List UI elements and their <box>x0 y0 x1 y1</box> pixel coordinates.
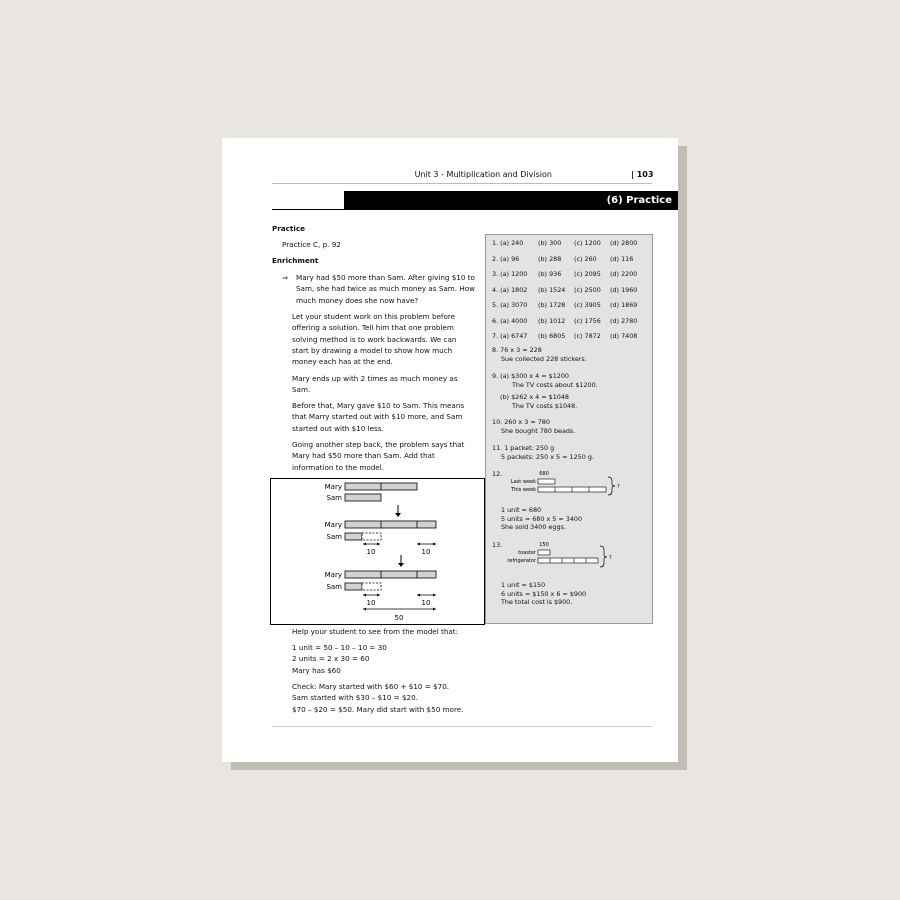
answer-8: 8. 76 x 3 = 228 Sue collected 228 stickers. <box>492 346 587 363</box>
paragraph-before-that: Before that, Mary gave $10 to Sam. This means that Marry started out with $10 more, and Sam started out with $10 less. <box>292 401 465 433</box>
check-text: Check: Mary started with $60 + $10 = $70. Sam started with $30 – $10 = $20. $70 – $20 = $50. Mary did start with $50 more. <box>292 682 464 714</box>
answer-9a: 9. (a) $300 x 4 = $1200 The TV costs about $1200. <box>492 372 598 389</box>
ten-label-2a: 10 <box>366 548 376 556</box>
answer-13-model <box>486 538 652 568</box>
practice-reference: Practice C, p. 92 <box>282 240 341 249</box>
a13-value: 150 <box>539 542 549 548</box>
bar-model-diagram <box>271 479 484 624</box>
label-sam-3: Sam <box>326 583 342 591</box>
answer-13-number: 13. <box>492 541 503 549</box>
ten-label-3a: 10 <box>366 599 376 607</box>
paragraph-step-back: Going another step back, the problem says that Mary had $50 more than Sam. Add that information to the model. <box>292 440 465 472</box>
a13-question: ? <box>609 555 612 561</box>
section-banner: (6) Practice <box>344 191 678 210</box>
fifty-label: 50 <box>394 614 404 622</box>
answer-12-model <box>486 467 652 497</box>
ten-label-2b: 10 <box>421 548 431 556</box>
a12-question: ? <box>617 484 620 490</box>
enrichment-problem: Mary had $50 more than Sam. After giving $10 to Sam, she had twice as much money as Sam. How much money does she now have? <box>296 273 476 305</box>
paragraph-ends-up: Mary ends up with 2 times as much money as Sam. <box>292 374 458 395</box>
a12-row2: This week <box>511 487 536 493</box>
label-mary-3: Mary <box>324 571 342 579</box>
textbook-page <box>222 138 678 762</box>
answer-11: 11. 1 packet: 250 g 5 packets: 250 x 5 = 1250 g. <box>492 444 594 461</box>
arrow-icon: ⇒ <box>282 273 289 282</box>
label-sam-2: Sam <box>326 533 342 541</box>
banner-rule <box>272 209 352 210</box>
answer-12-number: 12. <box>492 470 503 478</box>
label-mary-2: Mary <box>324 521 342 529</box>
solution-steps: 1 unit = 50 – 10 – 10 = 30 2 units = 2 x 30 = 60 Mary has $60 <box>292 643 387 675</box>
answer-9b: (b) $262 x 4 = $1048 The TV costs $1048. <box>500 393 578 410</box>
header-rule <box>272 183 652 184</box>
help-text: Help your student to see from the model that: <box>292 627 459 636</box>
label-mary-1: Mary <box>324 483 342 491</box>
a13-row1: toaster <box>518 550 536 556</box>
page-number: | 103 <box>631 170 654 179</box>
paragraph-work-backwards: Let your student work on this problem before offering a solution. Tell him that one problem solving method is to work backwards. We can start by drawing a model to show how much money each has at the end. <box>292 312 457 367</box>
header-title: Unit 3 - Multiplication and Division <box>414 170 552 179</box>
label-sam-1: Sam <box>326 494 342 502</box>
bar-model-box <box>270 478 485 625</box>
a12-value: 680 <box>539 471 549 477</box>
a13-row2: refrigerator <box>507 558 536 564</box>
answer-12: 1 unit = 680 5 units = 680 x 5 = 3400 She sold 3400 eggs. <box>501 506 583 532</box>
answer-key-box: 1. (a) 240 (b) 300 (c) 1200 (d) 2800 2. (a) 96 (b) 288 (c) 260 (d) 116 3. (a) 1200 (b) 936 (c) 2095 (d) 2200 4. (a) 1802 (b) 1524 (c) 2500 (d) 1960 5. (a) 3070 (b) 1728 (c) 3905 (d) 1869 6. (a) 4000 (b) 1012 (c) 1756 (d) 2780 7. (a) 6747 (b) 6805 (c) 7872 (d) 7408 8. 76 x 3 = 228 Sue collected 228 stickers. 9. (a) $300 x 4 = $1200 The TV costs about $1200. (b) $262 x 4 = $1048 The TV costs $1048. 10. 260 x 3 = 780 She bought 780 beads. 11. 1 packet: 250 g 5 packets: 250 x 5 = 1250 g. 12. 680 Last week This week ? 1 unit = 680 5 units = 680 x 5 = 3400 She sold 3400 eggs. 13. 150 toaster refrigerator ? 1 unit = $150 6 units = $150 x 6 = $900 The total cost is $900. <box>485 234 653 624</box>
practice-heading: Practice <box>272 224 305 233</box>
enrichment-heading: Enrichment <box>272 256 319 265</box>
footer-rule <box>272 726 652 727</box>
ten-label-3b: 10 <box>421 599 431 607</box>
answer-10: 10. 260 x 3 = 780 She bought 780 beads. <box>492 418 576 435</box>
answer-13: 1 unit = $150 6 units = $150 x 6 = $900 The total cost is $900. <box>501 581 587 607</box>
a12-row1: Last week <box>510 479 536 485</box>
